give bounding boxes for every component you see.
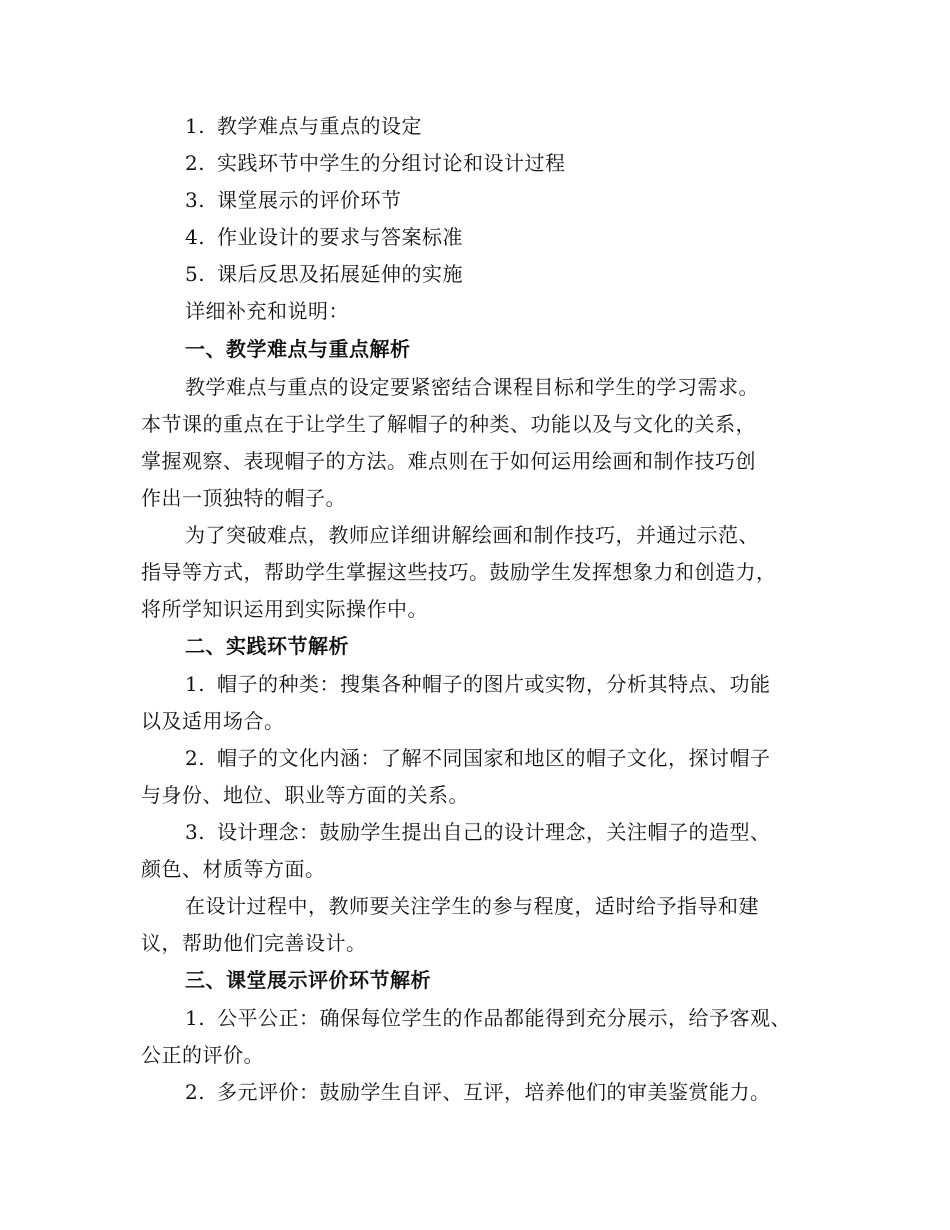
outline-item xyxy=(185,224,463,250)
numbered-item xyxy=(185,745,771,771)
numbered-item-continuation: 颜色、材质等方面。 xyxy=(141,857,326,881)
item-number: 2. xyxy=(185,1080,206,1104)
outline-number: 5. xyxy=(185,262,206,286)
outline-item xyxy=(185,150,566,176)
outline-text: 课后反思及拓展延伸的实施 xyxy=(217,262,463,286)
paragraph-line: 掌握观察、表现帽子的方法。难点则在于如何运用绘画和制作技巧创 xyxy=(141,449,756,473)
paragraph-line: 将所学知识运用到实际操作中。 xyxy=(141,597,428,621)
outline-text: 作业设计的要求与答案标准 xyxy=(217,225,463,249)
paragraph-line: 议，帮助他们完善设计。 xyxy=(141,931,367,955)
item-text: 设计理念：鼓励学生提出自己的设计理念，关注帽子的造型、 xyxy=(217,820,771,844)
outline-number: 3. xyxy=(185,188,206,212)
numbered-item-continuation: 公正的评价。 xyxy=(141,1043,264,1067)
paragraph-line: 指导等方式，帮助学生掌握这些技巧。鼓励学生发挥想象力和创造力， xyxy=(141,560,777,584)
outline-number: 4. xyxy=(185,225,206,249)
paragraph-line: 在设计过程中，教师要关注学生的参与程度，适时给予指导和建 xyxy=(185,894,759,918)
item-text: 公平公正：确保每位学生的作品都能得到充分展示，给予客观、 xyxy=(217,1006,791,1030)
outline-item xyxy=(185,261,463,287)
numbered-item xyxy=(185,1079,771,1105)
intro-text: 详细补充和说明： xyxy=(185,299,349,323)
section-heading: 一、教学难点与重点解析 xyxy=(185,337,411,361)
numbered-item xyxy=(185,1005,791,1031)
outline-text: 课堂展示的评价环节 xyxy=(217,188,402,212)
outline-number: 1. xyxy=(185,114,206,138)
outline-text: 实践环节中学生的分组讨论和设计过程 xyxy=(217,151,566,175)
item-text: 帽子的种类：搜集各种帽子的图片或实物，分析其特点、功能 xyxy=(217,672,771,696)
numbered-item-continuation: 以及适用场合。 xyxy=(141,709,285,733)
numbered-item xyxy=(185,671,771,697)
numbered-item xyxy=(185,819,771,845)
outline-item xyxy=(185,113,422,139)
item-number: 3. xyxy=(185,820,206,844)
item-number: 1. xyxy=(185,672,206,696)
paragraph-line: 本节课的重点在于让学生了解帽子的种类、功能以及与文化的关系， xyxy=(141,412,756,436)
item-text: 帽子的文化内涵：了解不同国家和地区的帽子文化，探讨帽子 xyxy=(217,746,771,770)
item-number: 2. xyxy=(185,746,206,770)
section-heading: 三、课堂展示评价环节解析 xyxy=(185,968,431,992)
item-number: 1. xyxy=(185,1006,206,1030)
outline-text: 教学难点与重点的设定 xyxy=(217,114,422,138)
paragraph-line: 为了突破难点，教师应详细讲解绘画和制作技巧，并通过示范、 xyxy=(185,523,759,547)
outline-item xyxy=(185,187,402,213)
paragraph-line: 作出一顶独特的帽子。 xyxy=(141,486,346,510)
numbered-item-continuation: 与身份、地位、职业等方面的关系。 xyxy=(141,783,469,807)
section-heading: 二、实践环节解析 xyxy=(185,634,349,658)
outline-number: 2. xyxy=(185,151,206,175)
paragraph-line: 教学难点与重点的设定要紧密结合课程目标和学生的学习需求。 xyxy=(185,375,759,399)
item-text: 多元评价：鼓励学生自评、互评，培养他们的审美鉴赏能力。 xyxy=(217,1080,771,1104)
